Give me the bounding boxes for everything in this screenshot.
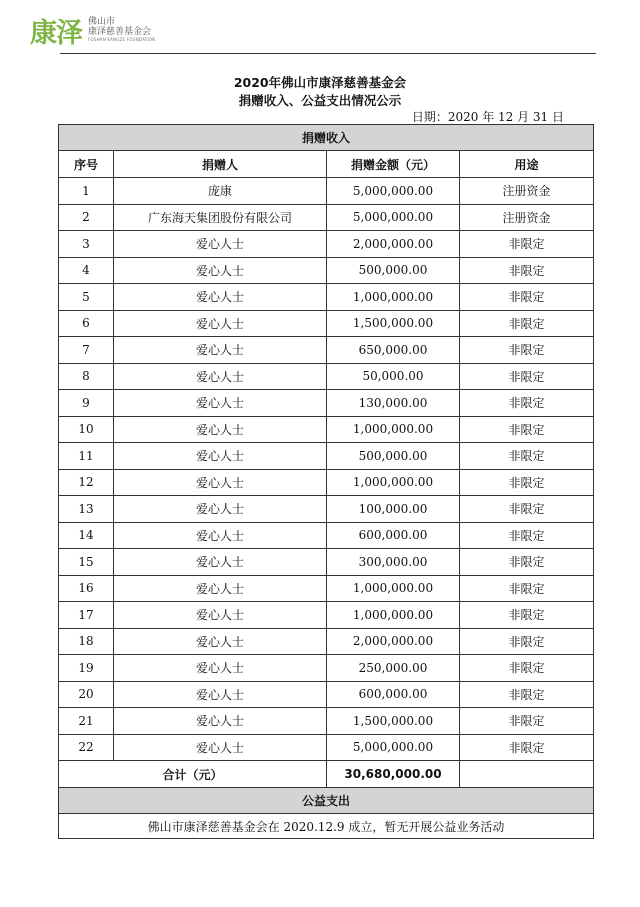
cell-donor: 庞康 (114, 178, 327, 205)
cell-amount: 300,000.00 (327, 549, 460, 576)
donation-table (58, 124, 594, 839)
table-row (59, 204, 594, 231)
cell-number: 1 (59, 178, 114, 205)
cell-number: 6 (59, 310, 114, 337)
donation-section-header (59, 125, 594, 151)
cell-purpose: 非限定 (460, 602, 594, 629)
table-row (59, 655, 594, 682)
cell-purpose: 非限定 (460, 257, 594, 284)
table-row (59, 310, 594, 337)
logo-mark: 康泽 (30, 17, 82, 49)
cell-donor: 爱心人士 (114, 522, 327, 549)
cell-number: 10 (59, 416, 114, 443)
cell-donor: 爱心人士 (114, 337, 327, 364)
foundation-logo (30, 10, 155, 50)
header-amount: 捐赠金额（元） (327, 151, 460, 178)
cell-number: 9 (59, 390, 114, 417)
cell-purpose: 非限定 (460, 469, 594, 496)
cell-amount: 1,000,000.00 (327, 575, 460, 602)
donation-section-title: 捐赠收入 (59, 125, 594, 151)
cell-donor: 爱心人士 (114, 734, 327, 761)
cell-amount: 100,000.00 (327, 496, 460, 523)
cell-purpose: 非限定 (460, 655, 594, 682)
cell-number: 3 (59, 231, 114, 258)
document-subtitle: 捐赠收入、公益支出情况公示 (238, 93, 402, 108)
cell-donor: 爱心人士 (114, 284, 327, 311)
cell-donor: 爱心人士 (114, 655, 327, 682)
cell-amount: 250,000.00 (327, 655, 460, 682)
cell-donor: 爱心人士 (114, 469, 327, 496)
cell-donor: 爱心人士 (114, 310, 327, 337)
expense-note: 佛山市康泽慈善基金会在 2020.12.9 成立，暂无开展公益业务活动 (59, 814, 594, 839)
cell-donor: 爱心人士 (114, 708, 327, 735)
expense-note-row (59, 814, 594, 839)
cell-donor: 爱心人士 (114, 390, 327, 417)
total-label: 合计（元） (59, 761, 327, 788)
cell-amount: 1,000,000.00 (327, 416, 460, 443)
cell-donor: 爱心人士 (114, 363, 327, 390)
cell-number: 15 (59, 549, 114, 576)
cell-amount: 500,000.00 (327, 443, 460, 470)
cell-number: 12 (59, 469, 114, 496)
cell-amount: 1,500,000.00 (327, 310, 460, 337)
cell-amount: 5,000,000.00 (327, 178, 460, 205)
logo-text (88, 17, 155, 43)
cell-number: 5 (59, 284, 114, 311)
total-purpose (460, 761, 594, 788)
cell-amount: 1,500,000.00 (327, 708, 460, 735)
cell-purpose: 非限定 (460, 231, 594, 258)
logo-city: 佛山市 (88, 17, 116, 27)
cell-amount: 1,000,000.00 (327, 469, 460, 496)
table-row (59, 284, 594, 311)
cell-purpose: 非限定 (460, 708, 594, 735)
cell-amount: 2,000,000.00 (327, 628, 460, 655)
table-row (59, 628, 594, 655)
expense-section-title: 公益支出 (59, 788, 594, 814)
cell-number: 16 (59, 575, 114, 602)
cell-purpose: 非限定 (460, 390, 594, 417)
cell-purpose: 非限定 (460, 575, 594, 602)
cell-donor: 爱心人士 (114, 416, 327, 443)
table-row (59, 337, 594, 364)
cell-purpose: 非限定 (460, 549, 594, 576)
cell-donor: 爱心人士 (114, 231, 327, 258)
cell-number: 22 (59, 734, 114, 761)
table-row (59, 549, 594, 576)
cell-number: 4 (59, 257, 114, 284)
document-date: 日期：2020 年 12 月 31 日 (411, 110, 564, 124)
cell-number: 2 (59, 204, 114, 231)
table-row (59, 416, 594, 443)
cell-amount: 5,000,000.00 (327, 204, 460, 231)
cell-number: 21 (59, 708, 114, 735)
cell-donor: 爱心人士 (114, 443, 327, 470)
cell-amount: 650,000.00 (327, 337, 460, 364)
table-row (59, 443, 594, 470)
table-row (59, 257, 594, 284)
cell-donor: 爱心人士 (114, 628, 327, 655)
table-row (59, 522, 594, 549)
cell-number: 19 (59, 655, 114, 682)
cell-donor: 爱心人士 (114, 496, 327, 523)
header-purpose: 用途 (460, 151, 594, 178)
table-row (59, 708, 594, 735)
cell-purpose: 非限定 (460, 443, 594, 470)
cell-purpose: 非限定 (460, 496, 594, 523)
cell-amount: 600,000.00 (327, 681, 460, 708)
cell-purpose: 注册资金 (460, 204, 594, 231)
cell-purpose: 非限定 (460, 337, 594, 364)
cell-purpose: 非限定 (460, 628, 594, 655)
cell-donor: 爱心人士 (114, 681, 327, 708)
table-row (59, 602, 594, 629)
cell-amount: 50,000.00 (327, 363, 460, 390)
document-title: 2020年佛山市康泽慈善基金会 (233, 75, 407, 90)
cell-donor: 爱心人士 (114, 257, 327, 284)
table-row (59, 363, 594, 390)
cell-amount: 130,000.00 (327, 390, 460, 417)
cell-amount: 5,000,000.00 (327, 734, 460, 761)
cell-amount: 500,000.00 (327, 257, 460, 284)
cell-number: 14 (59, 522, 114, 549)
cell-purpose: 非限定 (460, 310, 594, 337)
cell-amount: 1,000,000.00 (327, 602, 460, 629)
column-header-row (59, 151, 594, 178)
cell-purpose: 非限定 (460, 681, 594, 708)
cell-number: 13 (59, 496, 114, 523)
table-row (59, 231, 594, 258)
cell-purpose: 非限定 (460, 416, 594, 443)
cell-purpose: 非限定 (460, 734, 594, 761)
expense-section-header (59, 788, 594, 814)
logo-english-name: FOSHAN KANGZE FOUNDATION (88, 37, 156, 42)
cell-donor: 爱心人士 (114, 575, 327, 602)
cell-purpose: 非限定 (460, 363, 594, 390)
total-row (59, 761, 594, 788)
cell-purpose: 非限定 (460, 284, 594, 311)
cell-purpose: 注册资金 (460, 178, 594, 205)
table-row (59, 681, 594, 708)
table-row (59, 469, 594, 496)
cell-amount: 1,000,000.00 (327, 284, 460, 311)
cell-donor: 爱心人士 (114, 549, 327, 576)
header-number: 序号 (59, 151, 114, 178)
cell-number: 8 (59, 363, 114, 390)
cell-amount: 2,000,000.00 (327, 231, 460, 258)
table-row (59, 178, 594, 205)
header-donor: 捐赠人 (114, 151, 327, 178)
cell-number: 17 (59, 602, 114, 629)
table-row (59, 734, 594, 761)
total-amount: 30,680,000.00 (327, 761, 460, 788)
cell-number: 11 (59, 443, 114, 470)
cell-purpose: 非限定 (460, 522, 594, 549)
cell-donor: 爱心人士 (114, 602, 327, 629)
cell-donor: 广东海天集团股份有限公司 (114, 204, 327, 231)
header-divider (60, 53, 596, 54)
table-row (59, 390, 594, 417)
cell-number: 20 (59, 681, 114, 708)
logo-org-name: 康泽慈善基金会 (88, 27, 152, 37)
cell-number: 7 (59, 337, 114, 364)
table-row (59, 575, 594, 602)
cell-number: 18 (59, 628, 114, 655)
cell-amount: 600,000.00 (327, 522, 460, 549)
table-row (59, 496, 594, 523)
